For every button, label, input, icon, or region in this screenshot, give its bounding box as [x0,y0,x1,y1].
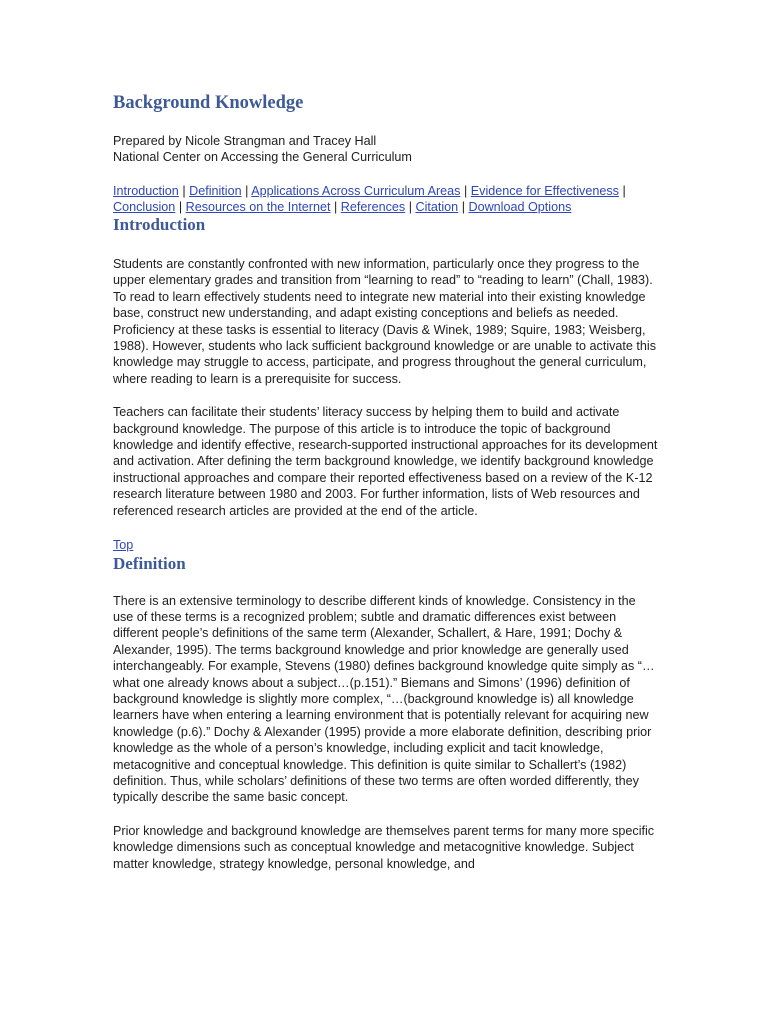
nav-separator: | [463,184,468,198]
byline-authors: Prepared by Nicole Strangman and Tracey Hall [113,134,377,148]
nav-link-references[interactable]: References [340,199,406,214]
introduction-paragraph-1: Students are constantly confronted with new information, particularly once they progress to the upper elementary grades and transition from “learning to read” to “reading to learn” (Chall, 1983). To read to learn effectively students need to integrate new material into their existing knowledge base, construct new understanding, and adapt existing conceptions and beliefs as needed. Proficiency at these tasks is essential to literacy (Davis & Winek, 1989; Squire, 1983; Weisberg, 1988). However, students who lack sufficient background knowledge or are unable to activate this knowledge may struggle to access, participate, and progress throughout the general curriculum, where reading to learn is a prerequisite for success. [113,257,657,386]
nav-separator: | [334,199,338,214]
byline [113,133,658,165]
nav-link-conclusion[interactable]: Conclusion [113,199,176,214]
introduction-heading: Introduction [113,215,206,234]
nav-link-resources[interactable]: Resources on the Internet [185,199,331,214]
byline-organization: National Center on Accessing the General Curriculum [113,150,412,164]
nav-link-definition[interactable]: Definition [189,184,242,198]
definition-paragraph-1: There is an extensive terminology to describe different kinds of knowledge. Consistency in the use of these terms is a recognized problem; subtle and dramatic differences exist between different people’s definitions of the same term (Alexander, Schallert, & Hare, 1991; Dochy & Alexander, 1995). The terms background knowledge and prior knowledge are generally used interchangeably. For example, Stevens (1980) defines background knowledge quite simply as “…what one already knows about a subject…(p.151).” Biemans and Simons’ (1996) definition of background knowledge is slightly more complex, “…(background knowledge is) all knowledge learners have when entering a learning environment that is potentially relevant for acquiring new knowledge (p.6).” Dochy & Alexander (1995) provide a more elaborate definition, describing prior knowledge as the whole of a person’s knowledge, including explicit and tacit knowledge, metacognitive and conceptual knowledge. This definition is quite similar to Schallert’s (1982) definition. Thus, while scholars’ definitions of these two terms are often worded differently, they typically describe the same basic concept. [113,593,655,805]
section-nav [113,184,658,215]
nav-separator: | [178,199,183,214]
nav-link-applications[interactable]: Applications Across Curriculum Areas [251,184,461,198]
introduction-paragraph-2: Teachers can facilitate their students’ literacy success by helping them to build and activate background knowledge. The purpose of this article is to introduce the topic of background knowledge and identify effective, research-supported instructional approaches for its development and activation. After defining the term background knowledge, we identify background knowledge instructional approaches and compare their reported effectiveness based on a review of the K-12 research literature between 1980 and 2003. For further information, lists of Web resources and referenced research articles are provided at the end of the article. [113,405,658,518]
nav-link-download-options[interactable]: Download Options [468,199,572,214]
nav-link-citation[interactable]: Citation [415,199,459,214]
page-title: Background Knowledge [113,93,304,113]
nav-separator: | [408,199,412,214]
top-link[interactable]: Top [113,538,134,553]
definition-paragraph-2: Prior knowledge and background knowledge are themselves parent terms for many more specific knowledge dimensions such as conceptual knowledge and metacognitive knowledge. Subject matter knowledge, strategy knowledge, personal knowledge, and [113,823,655,871]
nav-separator: | [245,184,249,198]
nav-link-introduction[interactable]: Introduction [113,184,179,198]
nav-separator: | [622,184,626,198]
nav-link-evidence[interactable]: Evidence for Effectiveness [470,184,619,198]
top-link-container [113,537,658,553]
nav-separator: | [182,184,186,198]
nav-separator: | [461,199,465,214]
definition-heading: Definition [113,553,186,573]
article [113,92,658,872]
